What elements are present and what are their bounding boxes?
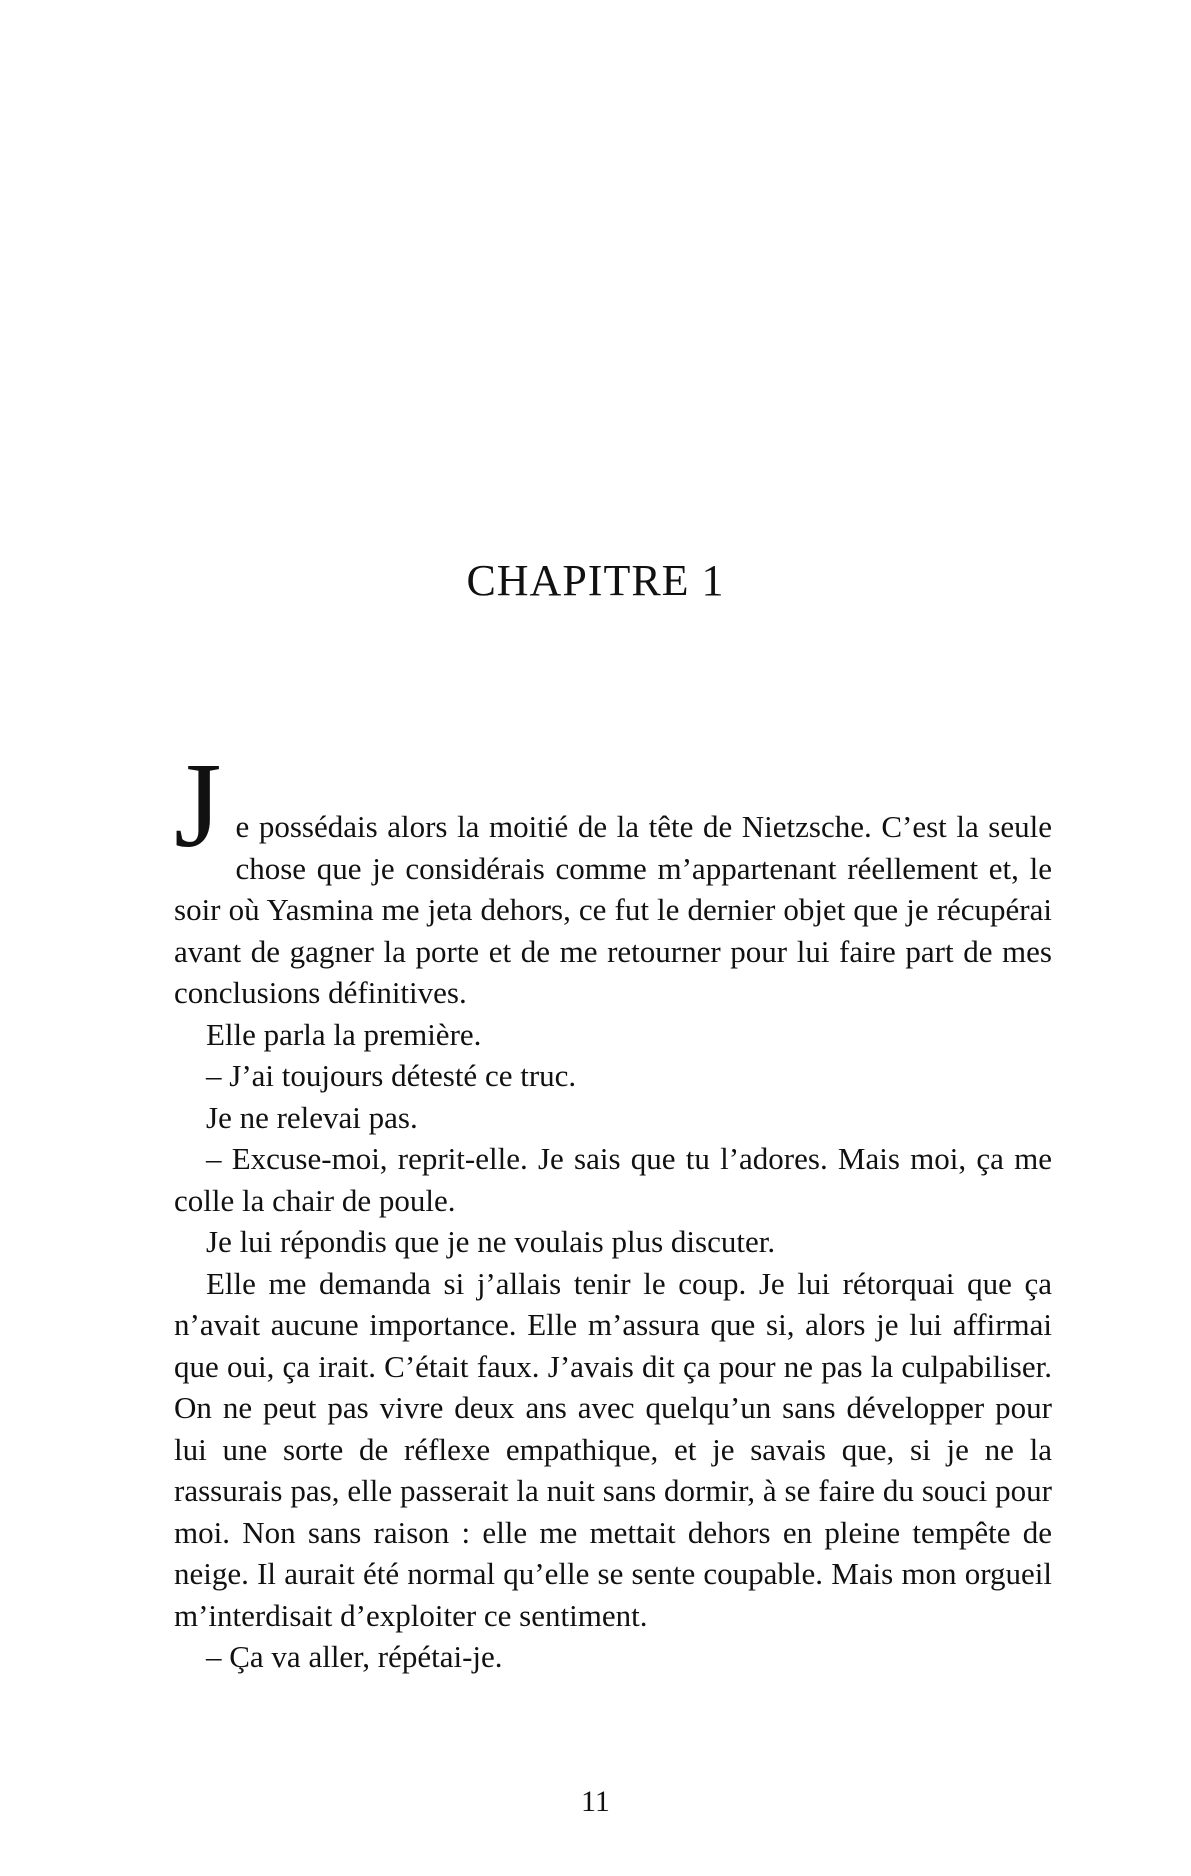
- paragraph: – Ça va aller, répétai-je.: [206, 1639, 503, 1674]
- paragraph: – Excuse-moi, reprit-elle. Je sais que tu l’adores. Mais moi, ça me colle la chair de poule.: [174, 1141, 1052, 1218]
- paragraph: – J’ai toujours détesté ce truc.: [206, 1058, 577, 1093]
- first-paragraph-text: e possédais alors la moitié de la tête de Nietzsche. C’est la seule chose que je considérais comme m’appartenant réellement et, le soir où Yasmina me jeta dehors, ce fut le dernier objet que je récupérai avant de gagner la porte et de me retourner pour lui faire part de mes conclusions définitives.: [174, 809, 1052, 1010]
- body-text: [174, 738, 1052, 1678]
- page-number: 11: [581, 1785, 610, 1818]
- first-paragraph: [174, 738, 1052, 1014]
- paragraph: Je lui répondis que je ne voulais plus discuter.: [206, 1224, 776, 1259]
- paragraph: Je ne relevai pas.: [206, 1099, 418, 1135]
- drop-cap: J: [174, 738, 222, 873]
- paragraph: Elle me demanda si j’allais tenir le coup. Je lui rétorquai que ça n’avait aucune importance. Elle m’assura que si, alors je lui affirmai que oui, ça irait. C’était faux. J’avais dit ça pour ne pas la culpabiliser. On ne peut pas vivre deux ans avec quelqu’un sans développer pour lui une sorte de réflexe empathique, et je savais que, si je ne la rassurais pas, elle passerait la nuit sans dormir, à se faire du souci pour moi. Non sans raison : elle me mettait dehors en pleine tempête de neige. Il aurait été normal qu’elle se sente coupable. Mais mon orgueil m’interdisait d’exploiter ce sentiment.: [174, 1265, 1052, 1633]
- chapter-title: CHAPITRE 1: [466, 556, 725, 605]
- paragraph: Elle parla la première.: [206, 1016, 482, 1052]
